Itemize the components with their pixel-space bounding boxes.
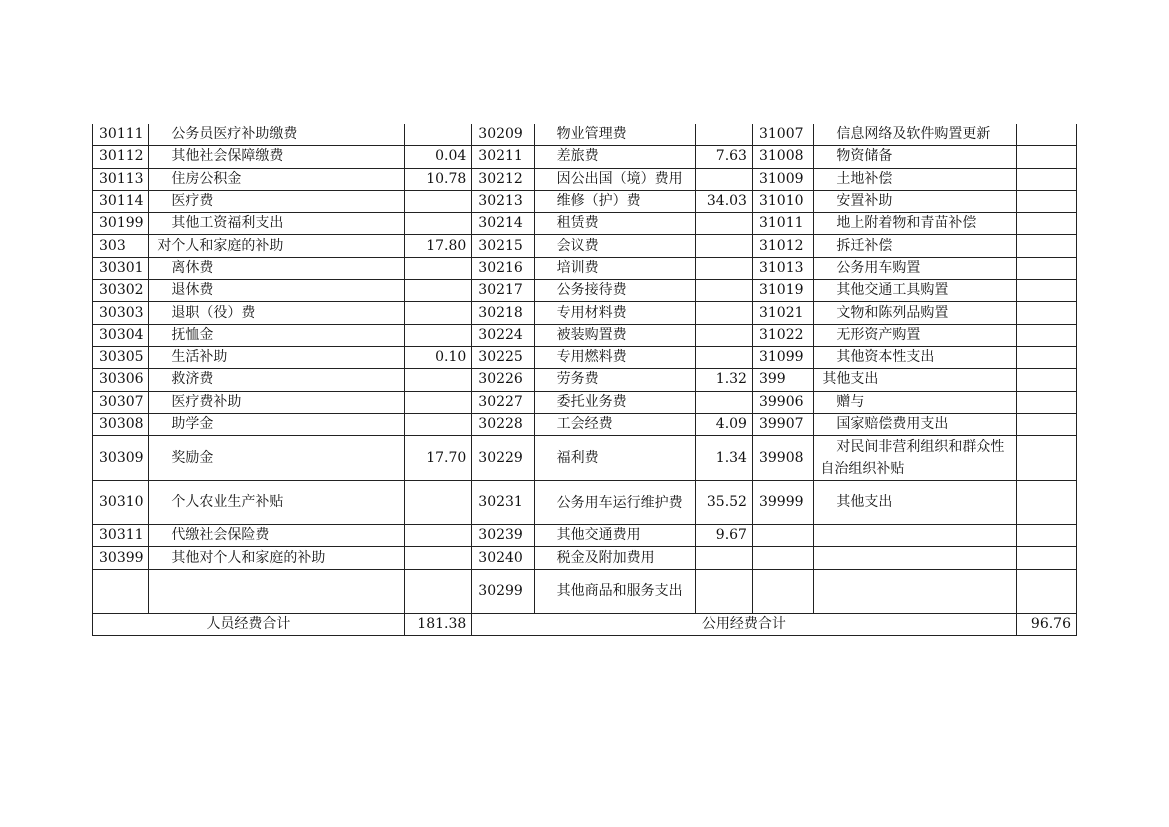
item-name-cell: 税金及附加费用: [534, 547, 695, 569]
item-code-cell: 30303: [93, 302, 149, 324]
item-name-cell: 因公出国（境）费用: [534, 168, 695, 190]
table-row: [93, 302, 1077, 324]
item-code-cell: 30226: [472, 369, 534, 391]
item-code-cell: 31007: [752, 124, 813, 146]
totals-row: [93, 613, 1077, 635]
item-name-cell: 赠与: [814, 391, 1016, 413]
amount-cell: [1016, 213, 1076, 235]
item-name-cell: 其他商品和服务支出: [534, 569, 695, 613]
amount-cell: 17.80: [404, 235, 471, 257]
item-name-cell: 对民间非营利组织和群众性自治组织补贴: [814, 436, 1016, 481]
table-row: [93, 547, 1077, 569]
table-row: [93, 413, 1077, 435]
item-code-cell: 30225: [472, 346, 534, 368]
item-name-cell: 拆迁补偿: [814, 235, 1016, 257]
amount-cell: [1016, 525, 1076, 547]
amount-cell: [695, 213, 752, 235]
table-row: [93, 324, 1077, 346]
item-name-cell: 差旅费: [534, 146, 695, 168]
amount-cell: [1016, 569, 1076, 613]
table-row: [93, 168, 1077, 190]
item-code-cell: 30231: [472, 481, 534, 525]
item-name-cell: 生活补助: [149, 346, 405, 368]
amount-cell: [1016, 547, 1076, 569]
item-name-cell: 其他交通费用: [534, 525, 695, 547]
item-name-cell: 奖励金: [149, 436, 405, 481]
amount-cell: [695, 280, 752, 302]
amount-cell: [1016, 369, 1076, 391]
amount-cell: [404, 124, 471, 146]
item-code-cell: 31019: [752, 280, 813, 302]
item-code-cell: 30211: [472, 146, 534, 168]
item-name-cell: 其他交通工具购置: [814, 280, 1016, 302]
table-row: [93, 213, 1077, 235]
item-code-cell: 39999: [752, 481, 813, 525]
item-name-cell: [814, 569, 1016, 613]
item-name-cell: 物业管理费: [534, 124, 695, 146]
amount-cell: 17.70: [404, 436, 471, 481]
amount-cell: [695, 235, 752, 257]
amount-cell: [404, 257, 471, 279]
amount-cell: [404, 391, 471, 413]
item-code-cell: 30214: [472, 213, 534, 235]
personnel-total-label: 人员经费合计: [93, 613, 405, 635]
item-name-cell: 离休费: [149, 257, 405, 279]
item-name-cell: 医疗费: [149, 190, 405, 212]
table-row: [93, 346, 1077, 368]
item-code-cell: 399: [752, 369, 813, 391]
item-name-cell: 土地补偿: [814, 168, 1016, 190]
item-name-cell: 对个人和家庭的补助: [149, 235, 405, 257]
amount-cell: [695, 569, 752, 613]
item-name-cell: 退职（役）费: [149, 302, 405, 324]
item-name-cell: 维修（护）费: [534, 190, 695, 212]
item-name-cell: 专用燃料费: [534, 346, 695, 368]
amount-cell: 0.04: [404, 146, 471, 168]
item-name-cell: 救济费: [149, 369, 405, 391]
table-row: [93, 146, 1077, 168]
item-name-cell: 无形资产购置: [814, 324, 1016, 346]
item-name-cell: 公务用车购置: [814, 257, 1016, 279]
item-name-cell: 公务接待费: [534, 280, 695, 302]
item-code-cell: 30112: [93, 146, 149, 168]
item-code-cell: 31008: [752, 146, 813, 168]
amount-cell: [695, 302, 752, 324]
amount-cell: [404, 525, 471, 547]
item-name-cell: 被装购置费: [534, 324, 695, 346]
table-row: [93, 257, 1077, 279]
item-name-cell: 助学金: [149, 413, 405, 435]
item-code-cell: 31099: [752, 346, 813, 368]
item-code-cell: 30215: [472, 235, 534, 257]
item-code-cell: 31013: [752, 257, 813, 279]
amount-cell: 7.63: [695, 146, 752, 168]
item-code-cell: 30216: [472, 257, 534, 279]
item-name-cell: 住房公积金: [149, 168, 405, 190]
item-code-cell: 30227: [472, 391, 534, 413]
amount-cell: 0.10: [404, 346, 471, 368]
item-code-cell: [93, 569, 149, 613]
item-code-cell: 30302: [93, 280, 149, 302]
item-code-cell: 39907: [752, 413, 813, 435]
item-name-cell: 劳务费: [534, 369, 695, 391]
item-code-cell: 30228: [472, 413, 534, 435]
item-code-cell: 30311: [93, 525, 149, 547]
item-name-cell: 退休费: [149, 280, 405, 302]
amount-cell: [1016, 124, 1076, 146]
item-code-cell: 30229: [472, 436, 534, 481]
amount-cell: [404, 547, 471, 569]
amount-cell: 9.67: [695, 525, 752, 547]
amount-cell: 1.34: [695, 436, 752, 481]
item-code-cell: 303: [93, 235, 149, 257]
item-name-cell: 专用材料费: [534, 302, 695, 324]
amount-cell: [1016, 190, 1076, 212]
amount-cell: [1016, 436, 1076, 481]
item-code-cell: 30308: [93, 413, 149, 435]
item-name-cell: 文物和陈列品购置: [814, 302, 1016, 324]
item-name-cell: 其他工资福利支出: [149, 213, 405, 235]
item-code-cell: 31012: [752, 235, 813, 257]
item-name-cell: 委托业务费: [534, 391, 695, 413]
item-code-cell: 30306: [93, 369, 149, 391]
amount-cell: [695, 168, 752, 190]
amount-cell: 4.09: [695, 413, 752, 435]
amount-cell: 35.52: [695, 481, 752, 525]
amount-cell: [1016, 168, 1076, 190]
item-code-cell: 30224: [472, 324, 534, 346]
table-row: [93, 235, 1077, 257]
item-name-cell: 物资储备: [814, 146, 1016, 168]
amount-cell: [695, 257, 752, 279]
item-name-cell: [814, 547, 1016, 569]
item-code-cell: 30310: [93, 481, 149, 525]
item-code-cell: [752, 547, 813, 569]
table-row: [93, 569, 1077, 613]
item-name-cell: 其他支出: [814, 369, 1016, 391]
amount-cell: [1016, 257, 1076, 279]
amount-cell: 10.78: [404, 168, 471, 190]
item-code-cell: 31022: [752, 324, 813, 346]
amount-cell: [1016, 391, 1076, 413]
item-name-cell: 公务用车运行维护费: [534, 481, 695, 525]
item-code-cell: [752, 525, 813, 547]
amount-cell: [1016, 324, 1076, 346]
item-name-cell: 安置补助: [814, 190, 1016, 212]
item-name-cell: 会议费: [534, 235, 695, 257]
item-code-cell: 30309: [93, 436, 149, 481]
table-row: [93, 190, 1077, 212]
item-code-cell: [752, 569, 813, 613]
item-code-cell: 30299: [472, 569, 534, 613]
table-row: [93, 369, 1077, 391]
amount-cell: 34.03: [695, 190, 752, 212]
item-name-cell: 代缴社会保险费: [149, 525, 405, 547]
public-total-value: 96.76: [1016, 613, 1076, 635]
item-code-cell: 30217: [472, 280, 534, 302]
table-row: [93, 481, 1077, 525]
amount-cell: [1016, 146, 1076, 168]
item-code-cell: 31021: [752, 302, 813, 324]
item-name-cell: 地上附着物和青苗补偿: [814, 213, 1016, 235]
public-total-label: 公用经费合计: [472, 613, 1016, 635]
item-name-cell: 公务员医疗补助缴费: [149, 124, 405, 146]
item-code-cell: 30304: [93, 324, 149, 346]
amount-cell: [1016, 302, 1076, 324]
amount-cell: [695, 346, 752, 368]
item-code-cell: 30114: [93, 190, 149, 212]
amount-cell: [404, 569, 471, 613]
item-code-cell: 30239: [472, 525, 534, 547]
amount-cell: [695, 391, 752, 413]
item-code-cell: 30399: [93, 547, 149, 569]
item-name-cell: 国家赔偿费用支出: [814, 413, 1016, 435]
item-name-cell: 其他对个人和家庭的补助: [149, 547, 405, 569]
personnel-total-value: 181.38: [404, 613, 471, 635]
item-code-cell: 30307: [93, 391, 149, 413]
table-row: [93, 280, 1077, 302]
item-name-cell: [149, 569, 405, 613]
amount-cell: [1016, 413, 1076, 435]
item-name-cell: 培训费: [534, 257, 695, 279]
item-code-cell: 30212: [472, 168, 534, 190]
amount-cell: [1016, 280, 1076, 302]
item-name-cell: [814, 525, 1016, 547]
item-code-cell: 30240: [472, 547, 534, 569]
item-code-cell: 30301: [93, 257, 149, 279]
amount-cell: [404, 481, 471, 525]
amount-cell: [404, 302, 471, 324]
item-name-cell: 医疗费补助: [149, 391, 405, 413]
table-row: [93, 436, 1077, 481]
amount-cell: [1016, 481, 1076, 525]
expense-table: [92, 124, 1077, 636]
table-row: [93, 525, 1077, 547]
item-name-cell: 福利费: [534, 436, 695, 481]
item-code-cell: 30305: [93, 346, 149, 368]
item-code-cell: 39906: [752, 391, 813, 413]
item-name-cell: 个人农业生产补贴: [149, 481, 405, 525]
item-name-cell: 租赁费: [534, 213, 695, 235]
item-code-cell: 31010: [752, 190, 813, 212]
item-code-cell: 30213: [472, 190, 534, 212]
item-code-cell: 31009: [752, 168, 813, 190]
item-name-cell: 其他支出: [814, 481, 1016, 525]
item-code-cell: 30111: [93, 124, 149, 146]
amount-cell: [404, 413, 471, 435]
amount-cell: [695, 547, 752, 569]
item-name-cell: 抚恤金: [149, 324, 405, 346]
table-row: [93, 124, 1077, 146]
item-code-cell: 39908: [752, 436, 813, 481]
amount-cell: [404, 280, 471, 302]
item-code-cell: 30209: [472, 124, 534, 146]
item-name-cell: 其他社会保障缴费: [149, 146, 405, 168]
item-name-cell: 其他资本性支出: [814, 346, 1016, 368]
table-row: [93, 391, 1077, 413]
item-name-cell: 工会经费: [534, 413, 695, 435]
amount-cell: 1.32: [695, 369, 752, 391]
amount-cell: [404, 213, 471, 235]
amount-cell: [404, 190, 471, 212]
item-name-cell: 信息网络及软件购置更新: [814, 124, 1016, 146]
item-code-cell: 30113: [93, 168, 149, 190]
item-code-cell: 30199: [93, 213, 149, 235]
amount-cell: [404, 324, 471, 346]
amount-cell: [695, 324, 752, 346]
amount-cell: [1016, 235, 1076, 257]
amount-cell: [404, 369, 471, 391]
item-code-cell: 31011: [752, 213, 813, 235]
amount-cell: [695, 124, 752, 146]
item-code-cell: 30218: [472, 302, 534, 324]
amount-cell: [1016, 346, 1076, 368]
